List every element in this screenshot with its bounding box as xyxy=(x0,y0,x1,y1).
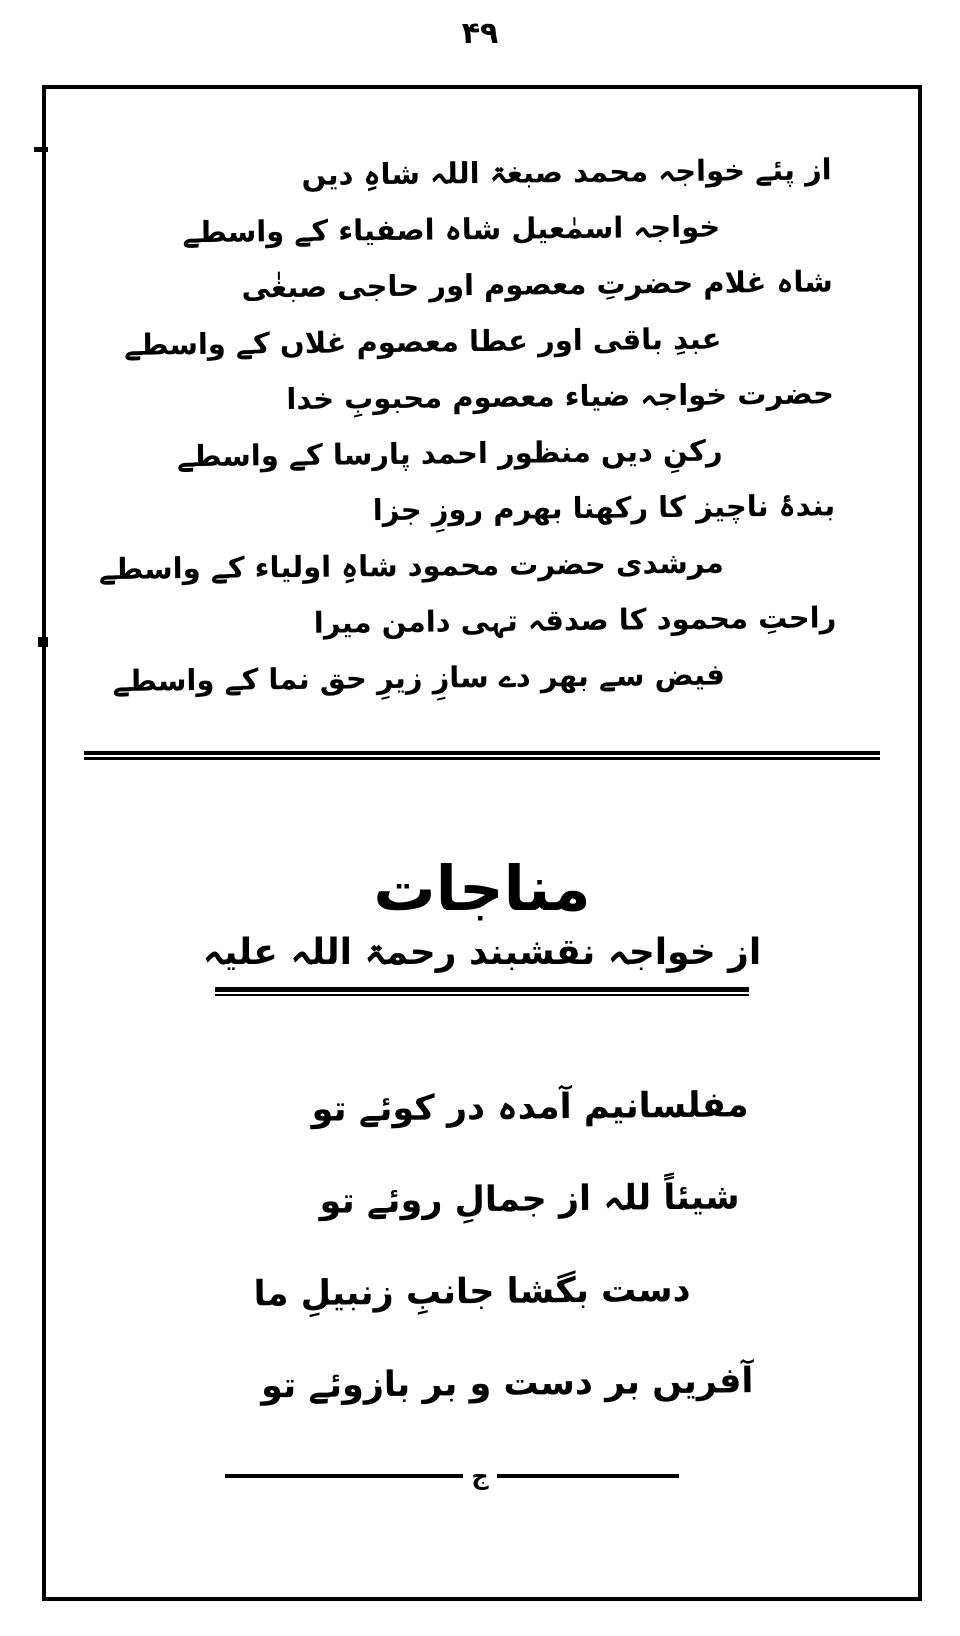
ornament-line-right xyxy=(497,1474,679,1478)
poem-couplet-line: خواجہ اسمٰعیل شاہ اصفیاء کے واسطے xyxy=(182,209,721,250)
poem-couplet-line: حضرت خواجہ ضیاء معصوم محبوبِ خدا xyxy=(286,376,835,417)
poem-couplet-line: عبدِ باقی اور عطا معصوم غلاں کے واسطے xyxy=(123,321,722,362)
poem-couplet-line: رکنِ دیں منظور احمد پارسا کے واسطے xyxy=(176,433,723,474)
poem-couplet-line: از پئے خواجہ محمد صبغۃ اللہ شاہِ دیں xyxy=(301,152,832,192)
double-rule-divider xyxy=(84,751,880,760)
poem-couplet-line: مرشدی حضرت محمود شاہِ اولیاء کے واسطے xyxy=(98,545,724,587)
section-title: مناجات xyxy=(373,852,591,925)
poem-line: دست بگشا جانبِ زنبیلِ ما xyxy=(253,1270,691,1315)
ornament-line-left xyxy=(225,1474,463,1478)
poem-line: آفریں بر دست و بر بازوئے تو xyxy=(260,1361,754,1407)
ornament-glyph: ج xyxy=(471,1462,489,1491)
section-subtitle: از خواجہ نقشبند رحمۃ اللہ علیہ xyxy=(202,932,762,974)
poem-couplet-line: شاہ غلام حضرتِ معصوم اور حاجی صبغٰی xyxy=(241,264,833,305)
poem-line: شیئاً للہ از جمالِ روئے تو xyxy=(319,1177,740,1223)
munajat-poem xyxy=(44,1058,920,1435)
subtitle-underline xyxy=(215,987,749,996)
page-border-frame xyxy=(42,85,922,1601)
poem-couplet-line: فیض سے بھر دے سازِ زیرِ حق نما کے واسطے xyxy=(112,657,726,698)
munajat-heading-block xyxy=(46,852,918,996)
frame-tick-middle xyxy=(38,637,48,647)
silsila-poem xyxy=(43,84,921,709)
poem-couplet-line: بندۂ ناچیز کا رکھنا بھرم روزِ جزا xyxy=(372,488,836,528)
poem-line: مفلسانیم آمدہ در کوئے تو xyxy=(311,1085,749,1131)
divider-ornament xyxy=(212,1462,692,1491)
page-number: ۴۹ xyxy=(461,16,499,51)
poem-couplet-line: راحتِ محمود کا صدقہ تہی دامن میرا xyxy=(313,600,837,640)
